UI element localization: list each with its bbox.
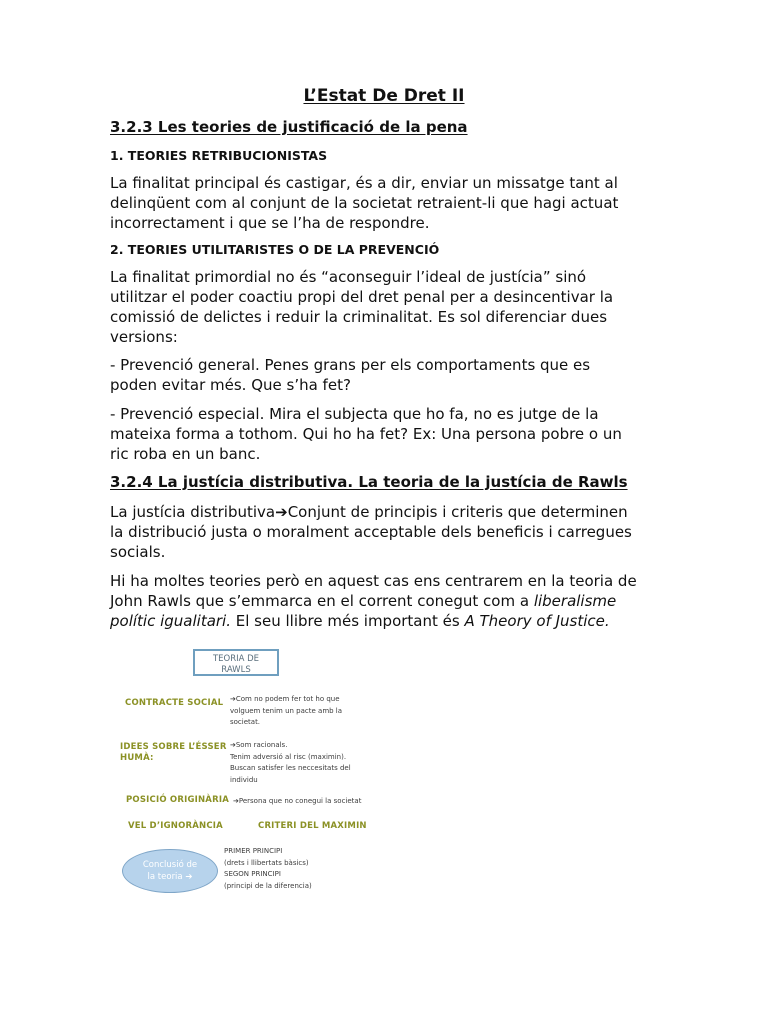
section-heading-324: 3.2.4 La justícia distributiva. La teoria de la justícia de Rawls	[110, 473, 628, 491]
diagram-line: individu	[230, 775, 258, 784]
arrow-right-icon: ➔	[275, 503, 288, 521]
diagram-line: Tenim adversió al risc (maximin).	[230, 752, 347, 761]
label-line: HUMÀ:	[120, 753, 154, 763]
paragraph-rawls	[110, 571, 642, 631]
term-justicia-distributiva: La justícia distributiva	[110, 503, 276, 521]
diagram-line: ➔Som racionals.	[230, 741, 288, 749]
diagram-line: SEGON PRINCIPI	[224, 870, 281, 878]
box-line: RAWLS	[221, 665, 251, 675]
text-line	[110, 591, 642, 611]
label-contracte-social: CONTRACTE SOCIAL	[125, 698, 224, 708]
text-line: poden evitar més. Que s’ha fet?	[110, 376, 351, 394]
paragraph-retribucionistas	[110, 173, 642, 233]
diagram-line: PRIMER PRINCIPI	[224, 847, 283, 855]
text-line	[110, 502, 642, 522]
text-line: comissió de delictes i reduir la criminalitat. Es sol diferenciar dues	[110, 308, 608, 326]
section-heading-323: 3.2.3 Les teories de justificació de la pena	[110, 118, 468, 136]
text-line: Hi ha moltes teories però en aquest cas ens centrarem en la teoria de	[110, 572, 637, 590]
rawls-title-box	[193, 649, 279, 676]
text-line: socials.	[110, 543, 166, 561]
text-posicio-originaria: ➔Persona que no conegui la societat	[233, 797, 362, 805]
text-line: incorrectament i que se l’ha de respondre.	[110, 214, 430, 232]
diagram-line: ➔Com no podem fer tot ho que	[230, 695, 340, 703]
ellipse-line: la teoria ➔	[147, 872, 193, 882]
text-line: La finalitat principal és castigar, és a dir, enviar un missatge tant al	[110, 174, 618, 192]
text-fragment: El seu llibre més important és	[231, 612, 465, 630]
text-line: - Prevenció general. Penes grans per els comportaments que es	[110, 356, 591, 374]
text-line: mateixa forma a tothom. Qui ho ha fet? Ex: Una persona pobre o un	[110, 425, 622, 443]
text-line	[110, 611, 642, 631]
paragraph-prevencio-general	[110, 355, 642, 395]
diagram-line: societat.	[230, 718, 261, 726]
text-line: utilitzar el poder coactiu propi del dret penal per a desincentivar la	[110, 288, 614, 306]
paragraph-prevencio-especial	[110, 404, 642, 464]
label-criteri-maximin: CRITERI DEL MAXIMIN	[258, 821, 367, 831]
label-posicio-originaria: POSICIÓ ORIGINÀRIA	[126, 795, 229, 805]
text-line: La finalitat primordial no és “aconseguir l’ideal de justícia” sinó	[110, 268, 587, 286]
text-fragment: John Rawls que s’emmarca en el corrent conegut com a	[110, 592, 534, 610]
subheading-retribucionistas: 1. TEORIES RETRIBUCIONISTAS	[110, 148, 328, 163]
text-fragment: Conjunt de principis i criteris que determinen	[287, 503, 628, 521]
rawls-diagram	[112, 643, 402, 901]
ellipse-line: Conclusió de	[142, 860, 198, 870]
page-title: L’Estat De Dret II	[303, 86, 465, 106]
text-contracte-social	[230, 694, 342, 729]
diagram-line: (drets i llibertats bàsics)	[224, 858, 309, 867]
diagram-line: Buscan satisfer les neccesitats del	[230, 764, 351, 772]
box-line: TEORIA DE	[212, 654, 260, 664]
italic-term: polític igualitari.	[110, 612, 231, 630]
label-vel-ignorancia: VEL D’IGNORÀNCIA	[128, 821, 223, 831]
italic-term: liberalisme	[533, 592, 617, 610]
text-principis	[224, 846, 312, 892]
conclusio-ellipse	[122, 849, 218, 893]
text-line: versions:	[110, 328, 178, 346]
diagram-line: (principi de la diferencia)	[224, 881, 312, 890]
diagram-line: volguem tenim un pacte amb la	[230, 706, 343, 715]
text-line: ric roba en un banc.	[110, 445, 261, 463]
text-line: la distribució justa o moralment acceptable dels beneficis i carregues	[110, 523, 632, 541]
text-line: - Prevenció especial. Mira el subjecta que ho fa, no es jutge de la	[110, 405, 599, 423]
label-idees-esser-huma	[120, 742, 227, 764]
book-title: A Theory of Justice.	[464, 612, 610, 630]
label-line: IDEES SOBRE L’ÉSSER	[120, 742, 227, 752]
paragraph-justicia-distributiva	[110, 502, 642, 562]
subheading-utilitaristes: 2. TEORIES UTILITARISTES O DE LA PREVENCIÓ	[110, 242, 440, 257]
text-idees-esser-huma	[230, 740, 351, 786]
paragraph-utilitaristes	[110, 267, 642, 347]
text-line: delinqüent com al conjunt de la societat retraient-li que hagi actuat	[110, 194, 619, 212]
